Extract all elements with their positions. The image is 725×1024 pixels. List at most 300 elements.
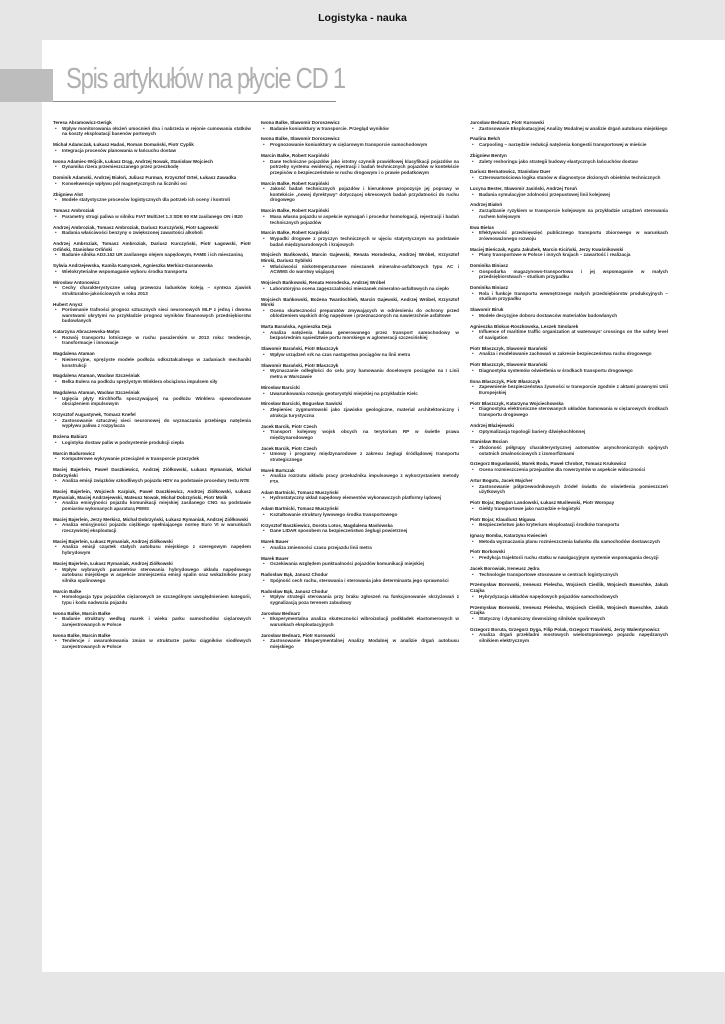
article-authors: Iwona Balke, Sławomir Doroszewicz — [261, 120, 340, 125]
article-title-text: Eksperymentalna analiza skuteczności wibroizolacji podkładek elastomerowych w warunkach eksploatacyjnych — [270, 616, 459, 627]
article-title-text: Wyznaczanie odległości do celu przy hamowaniu docelowym pociągów na I Linii metra w Warszawie — [270, 368, 459, 380]
article-title-text: Logistyka dostaw paliw w podsystemie produkcji ciepła — [62, 439, 184, 445]
article-authors: Mirosław Antonowicz — [53, 279, 100, 285]
article-entry — [470, 153, 668, 164]
article-entry — [53, 451, 251, 462]
article-title-text: Jakość badań technicznych pojazdów i kierunkowe propozycje jej poprawy w kontekście „nowej dyrektywy” dotyczącej okresowych badań przydatności do ruchu drogowego — [270, 186, 459, 203]
article-entry — [470, 136, 668, 147]
bullet-icon: • — [263, 528, 265, 534]
article-authors: Andrzej Błażejewski — [470, 422, 514, 428]
article-entry — [261, 385, 459, 396]
bullet-icon: • — [55, 616, 57, 622]
article-title — [53, 379, 251, 385]
column-3 — [470, 120, 668, 649]
article-title-text: Diagnostyka systemów oświetlenia w środkach transportu drogowego — [479, 367, 633, 373]
article-entry — [261, 633, 459, 650]
article-entry — [470, 285, 668, 302]
article-authors: Maciej Bajerlein, Paweł Daszkiewicz, Andrzej Ziółkowski, Łukasz Rymaniak, Michał Dobrzyński — [53, 467, 251, 478]
article-title — [53, 181, 251, 187]
article-entry — [53, 611, 251, 628]
article-entry — [261, 363, 459, 380]
article-entry — [261, 539, 459, 550]
article-title-text: Analiza emisyjności pojazdu ciężkiego spełniającego normę Euro VI w warunkach rzeczywistej eksploatacji — [62, 522, 251, 533]
article-title — [470, 175, 668, 181]
bullet-icon: • — [472, 467, 474, 473]
article-title-text: Modele statystyczne procesów logistycznych dla potrzeb ich oceny i kontroli — [62, 197, 230, 203]
article-title — [470, 632, 668, 643]
article-title-text: Nieinercyjne, sprężyste modele podłoża odkształcalnego w zadaniach mechaniki konstrukcji — [62, 356, 251, 368]
article-authors: Maciej Bajerlein, Łukasz Rymaniak, Andrzej Ziółkowski — [53, 538, 173, 544]
article-title — [470, 445, 668, 456]
bullet-icon: • — [472, 406, 474, 412]
bullet-icon: • — [263, 142, 265, 148]
article-title — [261, 545, 459, 551]
bullet-icon: • — [55, 147, 57, 153]
article-entry — [261, 120, 459, 131]
article-authors: Hubert Anysz — [53, 301, 83, 307]
article-authors: Piotr Błaszczyk, Katarzyna Wojciechowska — [470, 400, 564, 406]
article-authors: Dariusz Bernatowicz, Stanisław Duer — [470, 169, 551, 175]
bullet-icon: • — [55, 334, 57, 340]
article-entry — [261, 468, 459, 485]
bullet-icon: • — [55, 213, 57, 219]
article-entry — [261, 230, 459, 247]
bullet-icon: • — [263, 616, 265, 622]
article-title-text: Badanie struktury według marek i wieku parku samochodów ciężarowych zarejestrowanych w Polsce — [62, 616, 251, 627]
article-title — [261, 429, 459, 440]
article-title — [470, 126, 668, 132]
article-authors: Marek Bauer — [261, 555, 289, 561]
bullet-icon: • — [472, 252, 474, 258]
article-entry — [470, 346, 668, 357]
bullet-icon: • — [263, 638, 265, 644]
article-title — [470, 368, 668, 374]
article-title-text: Wpływ monitorowania ołożeń umocnień dna i nabrzeża w rejonie cumowania statków na koszty eksploatacji basenów portowych — [62, 125, 251, 137]
article-title-text: Statyczny i dynamiczny downsizing silników spalinowych — [479, 615, 606, 621]
article-title-text: Masa własna pojazdu w aspekcie wymagań i procedur homologacji, rejestracji i badań technicznych pojazdów — [270, 213, 459, 225]
article-title-text: Oczekiwania względem punktualności pojazdów komunikacji miejskiej — [270, 561, 424, 567]
article-authors: Grzegorz Bogusławski, Marek Boda, Paweł Chrobot, Tomasz Krukowicz — [470, 461, 627, 467]
article-authors: Bożena Babiarz — [53, 434, 88, 440]
article-entry — [470, 566, 668, 577]
article-entry — [261, 136, 459, 147]
article-title — [261, 451, 459, 462]
bullet-icon: • — [472, 522, 474, 528]
article-entry — [261, 181, 459, 203]
article-authors: Stanisław Bocian — [470, 439, 508, 445]
bullet-icon: • — [472, 142, 474, 148]
article-entry — [53, 589, 251, 606]
article-title-text: Konsekwencje wpływu pól magnetycznych na liczniki osi — [62, 180, 187, 186]
article-title-text: Dane techniczne pojazdów jako istotny czynnik prawidłowej klasyfikacji pojazdów na potrzeby systemu ewidencji, rejestracji i badań technicznych pojazdów w kontekście przepisów o bezpieczeństwie w ruchu drogowym i o prawie podatkowym — [270, 158, 459, 175]
article-authors: Sławomir Biruk — [470, 307, 504, 313]
bullet-icon: • — [263, 351, 265, 357]
article-authors: Marcin Balke, Robert Karpiński — [261, 152, 329, 158]
bullet-icon: • — [55, 197, 57, 203]
article-title-text: Cechy charakterystyczne usług przewozu ładunków koleją – synteza zjawisk strukturalno-jakościowych w roku 2013 — [62, 285, 251, 296]
bullet-icon: • — [472, 444, 474, 450]
article-title-text: Carpooling – narzędzie redukcji natężenia kongestii transportowej w mieście — [479, 142, 647, 148]
article-title-text: Zalety reshoringu jako strategii budowy elastycznych łańcuchów dostaw — [479, 158, 638, 164]
article-title — [53, 500, 251, 511]
article-authors: Iwona Adamiec-Wójcik, Łukasz Drąg, Andrzej Nowak, Stanisław Wojciech — [53, 158, 213, 164]
article-authors: Dominika Biniasz — [470, 285, 509, 291]
article-authors: Jarosław Bednarz, Piotr Kurowski — [261, 632, 336, 638]
article-authors: Marcin Balke, Robert Karpiński — [261, 208, 329, 214]
bullet-icon: • — [263, 594, 265, 600]
article-title-text: Analiza emisji związków szkodliwych pojazdu HDV na podstawie procedury testu NTE — [62, 478, 250, 484]
article-authors: Wojciech Bańkowski, Bożena Twardochleb, Marcin Gajewski, Andrzej Wróbel, Krzysztof Mirski — [261, 296, 459, 308]
article-title — [261, 308, 459, 319]
article-entry — [261, 490, 459, 501]
article-entry — [470, 439, 668, 456]
article-authors: Marcin Badurowicz — [53, 450, 95, 456]
running-header: Logistyka - nauka — [318, 12, 407, 24]
article-authors: Iwona Balke, Marcin Balke — [53, 610, 111, 616]
article-title-text: Badania symulacyjne zdolności przepustowej linii kolejowej — [479, 191, 610, 197]
article-title — [53, 214, 251, 220]
article-title — [470, 351, 668, 357]
bullet-icon: • — [55, 594, 57, 600]
article-title-text: Technologie transportowe stosowane w centrach logistycznych — [479, 571, 619, 577]
article-entry — [470, 478, 668, 495]
article-title — [470, 594, 668, 600]
bullet-icon: • — [472, 428, 474, 434]
article-entry — [470, 225, 668, 242]
article-entry — [470, 500, 668, 511]
article-entry — [53, 120, 251, 137]
article-authors: Wojciech Bańkowski, Renata Horodecka, Andrzej Wróbel — [261, 280, 386, 286]
article-title-text: Optymalizacja topologii bariery dźwiękochłonnej — [479, 428, 586, 434]
bullet-icon: • — [263, 429, 265, 435]
article-entry — [470, 549, 668, 560]
article-authors: Ewa Bielas — [470, 224, 495, 230]
bullet-icon: • — [472, 175, 474, 181]
bullet-icon: • — [55, 478, 57, 484]
column-1 — [53, 120, 251, 655]
bullet-icon: • — [472, 329, 474, 335]
article-authors: Piotr Błaszczyk, Sławomir Barański — [470, 362, 548, 368]
bullet-icon: • — [263, 235, 265, 241]
article-authors: Adam Bartnicki, Tomasz Muszyński — [261, 489, 339, 495]
article-authors: Przemysław Borowski, Ireneusz Pielecha, Wojciech Cieślik, Wojciech Bueschke, Jakub Czajka — [470, 604, 668, 616]
article-authors: Agnieszka Blokus-Roszkowska, Leszek Smolarek — [470, 323, 579, 329]
article-authors: Andrzej Ambroziak, Tomasz Ambroziak, Dariusz Kurczyński, Piotr Łagowski, Piotr Orliński, Stanisław Orliński — [53, 240, 251, 252]
article-title-text: Badania właściwości benzyny o zwiększonej zawartości alkoholi — [62, 230, 203, 236]
bullet-icon: • — [472, 290, 474, 296]
article-title — [470, 329, 668, 340]
article-title — [261, 186, 459, 203]
article-title — [261, 236, 459, 247]
bullet-icon: • — [472, 367, 474, 373]
article-title — [261, 594, 459, 605]
article-authors: Marek Bartczak — [261, 467, 295, 473]
article-title — [53, 418, 251, 429]
article-entry — [53, 159, 251, 170]
article-title — [53, 148, 251, 154]
article-entry — [53, 412, 251, 429]
article-authors: Jacek Borowiak, Ireneusz Jędra — [470, 565, 540, 571]
article-entry — [53, 351, 251, 368]
article-authors: Michał Adamczak, Łukasz Hadaś, Roman Domański, Piotr Cyplik — [53, 142, 194, 148]
column-2 — [261, 120, 459, 655]
article-title-text: Spójność cech ruchu, sterowania i sterowania jako determinanta jego sprawności — [270, 577, 449, 583]
bullet-icon: • — [55, 439, 57, 445]
article-authors: Dominik Adamski, Andrzej Białoń, Juliusz Furman, Krzysztof Ortel, Łukasz Zawadka — [53, 175, 237, 181]
article-title-text: Wielokryterialne wspomaganie wyboru środka transportu — [62, 268, 188, 274]
bullet-icon: • — [472, 593, 474, 599]
article-authors: Marcin Balke, Robert Karpiński — [261, 230, 329, 236]
article-entry — [53, 192, 251, 203]
article-authors: Artur Bogutu, Jacek Majcher — [470, 477, 533, 483]
article-authors: Marcin Balke, Robert Karpiński — [261, 180, 329, 186]
bullet-icon: • — [472, 505, 474, 511]
article-title-text: Porównanie trafności prognoz sztucznych sieci neuronowych MLP z jedną i dwoma warstwami ukrytymi na przykładzie prognoz wyników finansowych przedsiębiorstw budowlanych — [62, 307, 251, 324]
article-title — [261, 159, 459, 176]
article-title — [53, 307, 251, 324]
article-authors: Dominika Biniasz — [470, 263, 509, 269]
article-title-text: Hydrostatyczny układ napędowy elementów wykonawczych platformy lądowej — [270, 495, 442, 501]
article-entry — [53, 467, 251, 484]
article-entry — [53, 225, 251, 236]
bullet-icon: • — [263, 511, 265, 517]
article-authors: Marta Barańska, Agnieszka Deja — [261, 324, 332, 330]
article-title-text: Plany transportowe w Polsce i innych krajach – zawartość i realizacja — [479, 252, 631, 258]
article-entry — [261, 523, 459, 534]
article-title — [470, 484, 668, 495]
article-title — [470, 313, 668, 319]
article-title-text: Ocena skuteczności preparatów zmywających w odniesieniu do ochrony przed oblodzeniem wąskich dróg napędowe i przeznaczonych na nawierzchnie asfaltowe — [270, 307, 459, 319]
article-authors: Sławomir Barański, Piotr Błaszczyk — [261, 346, 339, 352]
article-title-text: Analiza drgań przekładni mostowych wielostopniowego pojazdu napędzanych silnikiem elektrycznym — [479, 632, 668, 643]
article-title-text: Homologacja typu pojazdów ciężarowych ze szczególnym uwzględnieniem kategorii, typu i kodu nadwozia pojazdu — [62, 594, 251, 605]
bullet-icon: • — [472, 351, 474, 357]
article-title — [261, 286, 459, 292]
article-title — [53, 396, 251, 407]
article-authors: Iwona Balke, Marcin Balke — [53, 632, 111, 638]
article-entry — [470, 169, 668, 180]
bullet-icon: • — [472, 483, 474, 489]
article-authors: Mirosław Barcicki — [261, 384, 300, 390]
article-entry — [53, 208, 251, 219]
bullet-icon: • — [55, 395, 57, 401]
article-entry — [470, 263, 668, 280]
bullet-icon: • — [55, 268, 57, 274]
article-authors: Magdalena Ataman — [53, 351, 95, 357]
article-title — [261, 512, 459, 518]
bullet-icon: • — [472, 191, 474, 197]
article-entry — [470, 120, 668, 131]
article-title-text: Modele decyzyjne doboru dostawców materiałów budowlanych — [479, 312, 618, 318]
article-title — [261, 391, 459, 397]
article-title-text: Integracja procesów planowania w łańcuchu dostaw — [62, 147, 177, 153]
bullet-icon: • — [55, 522, 57, 528]
article-authors: Katarzyna Abraczewska-Matys — [53, 329, 120, 335]
bullet-icon: • — [263, 473, 265, 479]
article-title-text: Giełdy transportowe jako narzędzie e-logistyki — [479, 505, 581, 511]
article-authors: Radosław Bąk, Janusz Chodur — [261, 588, 328, 594]
article-entry — [53, 517, 251, 534]
article-title — [470, 506, 668, 512]
title-accent-tab — [0, 69, 53, 102]
article-title-text: Efektywność przedsięwzięć publicznego transportu zbiorowego w warunkach zrównoważonego rozwoju — [479, 230, 668, 241]
bullet-icon: • — [472, 615, 474, 621]
article-authors: Magdalena Ataman, Wacław Szcześniak — [53, 389, 140, 395]
article-title — [53, 456, 251, 462]
article-title-text: Wpływ wybranych parametrów sterowania hybrydowego układu napędowego autobusu miejskiego w aspekcie zmniejszenia emisji spalin oraz wskaźników pracy silnika spalinowego — [62, 566, 251, 583]
article-title — [53, 594, 251, 605]
bullet-icon: • — [263, 544, 265, 550]
bullet-icon: • — [55, 307, 57, 313]
article-title-text: Ocena rozmieszczenia przejazdów dla rowerzystów w aspekcie widoczności — [479, 467, 646, 473]
article-title-text: Wypadki drogowe z przyczyn technicznych w ujęciu statystycznym na podstawie badań międzynarodowych i krajowych — [270, 235, 459, 247]
article-title-text: Rozwój transportu lotniczego w ruchu pasażerskim w 2013 roku: tendencje, transformacje i innowacje — [62, 334, 251, 346]
article-authors: Zbigniew Bentyn — [470, 152, 507, 158]
article-entry — [261, 153, 459, 175]
article-authors: Krzysztof Baszkiewicz, Dorota Lotos, Magdalena Maslowska — [261, 522, 393, 528]
article-title-text: Zlepieniec zygmuntowski jako zjawisko geologiczne, materiał architektoniczny i atrakcja turystyczna — [270, 407, 459, 418]
article-title-text: Analiza i modelowanie zachowań w zakresie bezpieczeństwa ruchu drogowego — [479, 351, 652, 357]
article-entry — [470, 324, 668, 341]
article-title-text: Rola i funkcje transportu wewnętrznego małych przedsiębiorstw produkcyjnych – studium przypadku — [479, 290, 668, 302]
article-entry — [53, 489, 251, 511]
article-authors: Maciej Bajerlein, Wojciech Karpiuk, Paweł Daszkiewicz, Andrzej Ziółkowski, Łukasz Rymaniak, Maciej Andrzejewski, Mateusz Nowak, Michał Dobrzyński, Piotr Molik — [53, 489, 251, 500]
article-authors: Radosław Bąk, Janusz Chodur — [261, 572, 328, 578]
bullet-icon: • — [263, 263, 265, 269]
article-title — [53, 197, 251, 203]
article-entry — [470, 582, 668, 599]
article-authors: Paulina Bełch — [470, 136, 501, 142]
article-entry — [53, 241, 251, 258]
article-title-text: Diagnostyka elektroniczne sterowanych układów hamowania w ciężarowych środkach transportu drogowego — [479, 406, 668, 418]
article-title — [470, 539, 668, 545]
article-authors: Sławomir Barański, Piotr Błaszczyk — [261, 362, 339, 368]
article-title-text: Transport kolejowy wojsk obcych na terytorium RP w świetle prawa międzynarodowego — [270, 429, 459, 440]
article-title — [53, 126, 251, 137]
bullet-icon: • — [55, 230, 57, 236]
article-entry — [53, 633, 251, 650]
bullet-icon: • — [263, 213, 265, 219]
article-title-text: Analiza emisyjności pojazdu komunikacji miejskiej zasilanego CNG na podstawie pomiarów wykonanych aparaturą PEMS — [62, 500, 251, 511]
article-title — [53, 440, 251, 446]
article-entry — [470, 186, 668, 197]
article-title — [261, 330, 459, 341]
article-entry — [53, 142, 251, 153]
article-title-text: Gospodarka magazynowo-transportowa i jej wspomaganie w małych przedsiębiorstwach – studium przypadku — [479, 268, 668, 280]
article-entry — [53, 280, 251, 297]
bullet-icon: • — [472, 125, 474, 131]
article-title-text: Prognozowanie koniunktury w ciężarowym transporcie samochodowym — [270, 142, 428, 148]
article-title — [470, 616, 668, 622]
bullet-icon: • — [55, 456, 57, 462]
article-title-text: Umowy i programy międzynarodowe z zakresu żeglugi śródlądowej transportu strategicznego — [270, 451, 459, 462]
article-authors: Piotr Bojar, Bogdan Landowski, Łukasz Muślewski, Piotr Woropay — [470, 500, 615, 506]
article-entry — [470, 379, 668, 396]
article-authors: Maciej Bieńczak, Agata Jakubek, Marcin Kiciński, Jerzy Kwaśnikowski — [470, 246, 624, 252]
article-title-text: Dane LIDAR sposobem na bezpieczeństwo żeglugi powietrznej — [270, 528, 408, 534]
article-title — [53, 616, 251, 627]
article-title — [261, 352, 459, 358]
article-title — [53, 638, 251, 649]
article-title-text: Predykcja trajektorii ruchu statku w nawigacyjnym systemie wspomagania decyzji — [479, 555, 659, 561]
article-title — [261, 561, 459, 567]
bullet-icon: • — [472, 384, 474, 390]
article-entry — [261, 280, 459, 291]
bullet-icon: • — [263, 186, 265, 192]
article-title — [470, 291, 668, 302]
article-authors: Ilona Błaszczyk, Piotr Błaszczyk — [470, 378, 541, 384]
article-title — [53, 357, 251, 368]
article-title — [261, 407, 459, 418]
article-entry — [261, 324, 459, 341]
article-title — [261, 142, 459, 148]
bullet-icon: • — [472, 571, 474, 577]
bullet-icon: • — [472, 538, 474, 544]
article-entry — [261, 252, 459, 274]
article-title — [470, 252, 668, 258]
bullet-icon: • — [55, 638, 57, 644]
article-entry — [470, 401, 668, 418]
article-authors: Krzysztof Augustynek, Tomasz Knefel — [53, 412, 136, 418]
article-title — [470, 142, 668, 148]
article-entry — [53, 175, 251, 186]
article-title — [261, 368, 459, 379]
article-title-text: Laboratoryjna ocena zagęszczalności mieszanek mineralno-asfaltowych na ciepło — [270, 285, 449, 291]
article-authors: Marcin Balke — [53, 588, 82, 594]
title-underline — [53, 101, 336, 102]
article-entry — [53, 373, 251, 384]
article-title — [470, 467, 668, 473]
article-entry — [261, 556, 459, 567]
article-authors: Jacek Barcik, Piotr Czech — [261, 423, 317, 429]
article-title — [470, 572, 668, 578]
article-entry — [53, 263, 251, 274]
article-authors: Mirosław Barcicki, Bogusław Sawicki — [261, 401, 343, 407]
article-title — [470, 555, 668, 561]
bullet-icon: • — [55, 544, 57, 550]
article-authors: Maciej Bajerlein, Łukasz Rymaniak, Andrzej Ziółkowski — [53, 560, 173, 566]
article-title — [53, 522, 251, 533]
article-entry — [261, 589, 459, 606]
article-entry — [261, 297, 459, 319]
article-authors: Piotr Błaszczyk, Sławomir Barański — [470, 345, 548, 351]
bullet-icon: • — [472, 268, 474, 274]
article-entry — [53, 434, 251, 445]
article-entry — [53, 561, 251, 583]
article-title-text: Uwarunkowania rozwoju geoturystyki miejskiej na przykładzie Kielc — [270, 390, 418, 396]
bullet-icon: • — [263, 495, 265, 501]
article-title-text: Hybrydyzacja układów napędowych pojazdów samochodowych — [479, 593, 619, 599]
article-entry — [470, 517, 668, 528]
bullet-icon: • — [472, 312, 474, 318]
article-title — [53, 269, 251, 275]
article-title-text: Badanie silnika AD3.152 UR zasilanego olejem napędowym, FAME i ich mieszaniną — [62, 252, 243, 258]
article-authors: Zbigniew Alot — [53, 191, 83, 197]
article-authors: Marek Bauer — [261, 539, 289, 545]
bullet-icon: • — [263, 577, 265, 583]
article-title-text: Analiza rozrzutu układu pracy przekaźnika impulsowego z wykorzystaniem metody FTA — [270, 473, 459, 484]
article-title — [261, 528, 459, 534]
article-authors: Magdalena Ataman, Wacław Szcześniak — [53, 373, 140, 379]
bullet-icon: • — [55, 566, 57, 572]
bullet-icon: • — [263, 158, 265, 164]
article-title-text: Badanie koniunktury w transporcie. Przegląd wyników — [270, 125, 389, 131]
article-title-text: Zarządzanie ryzykiem w transporcie kolejowym na przykładzie urządzeń sterowania ruchem kolejowym — [479, 208, 668, 219]
article-entry — [470, 423, 668, 434]
article-title-text: Ugięcia płyty Kirchhoffa spoczywającej na podłożu Winklera spowodowane obciążeniem impulsowym — [62, 395, 251, 407]
article-title — [261, 495, 459, 501]
article-title — [470, 384, 668, 395]
